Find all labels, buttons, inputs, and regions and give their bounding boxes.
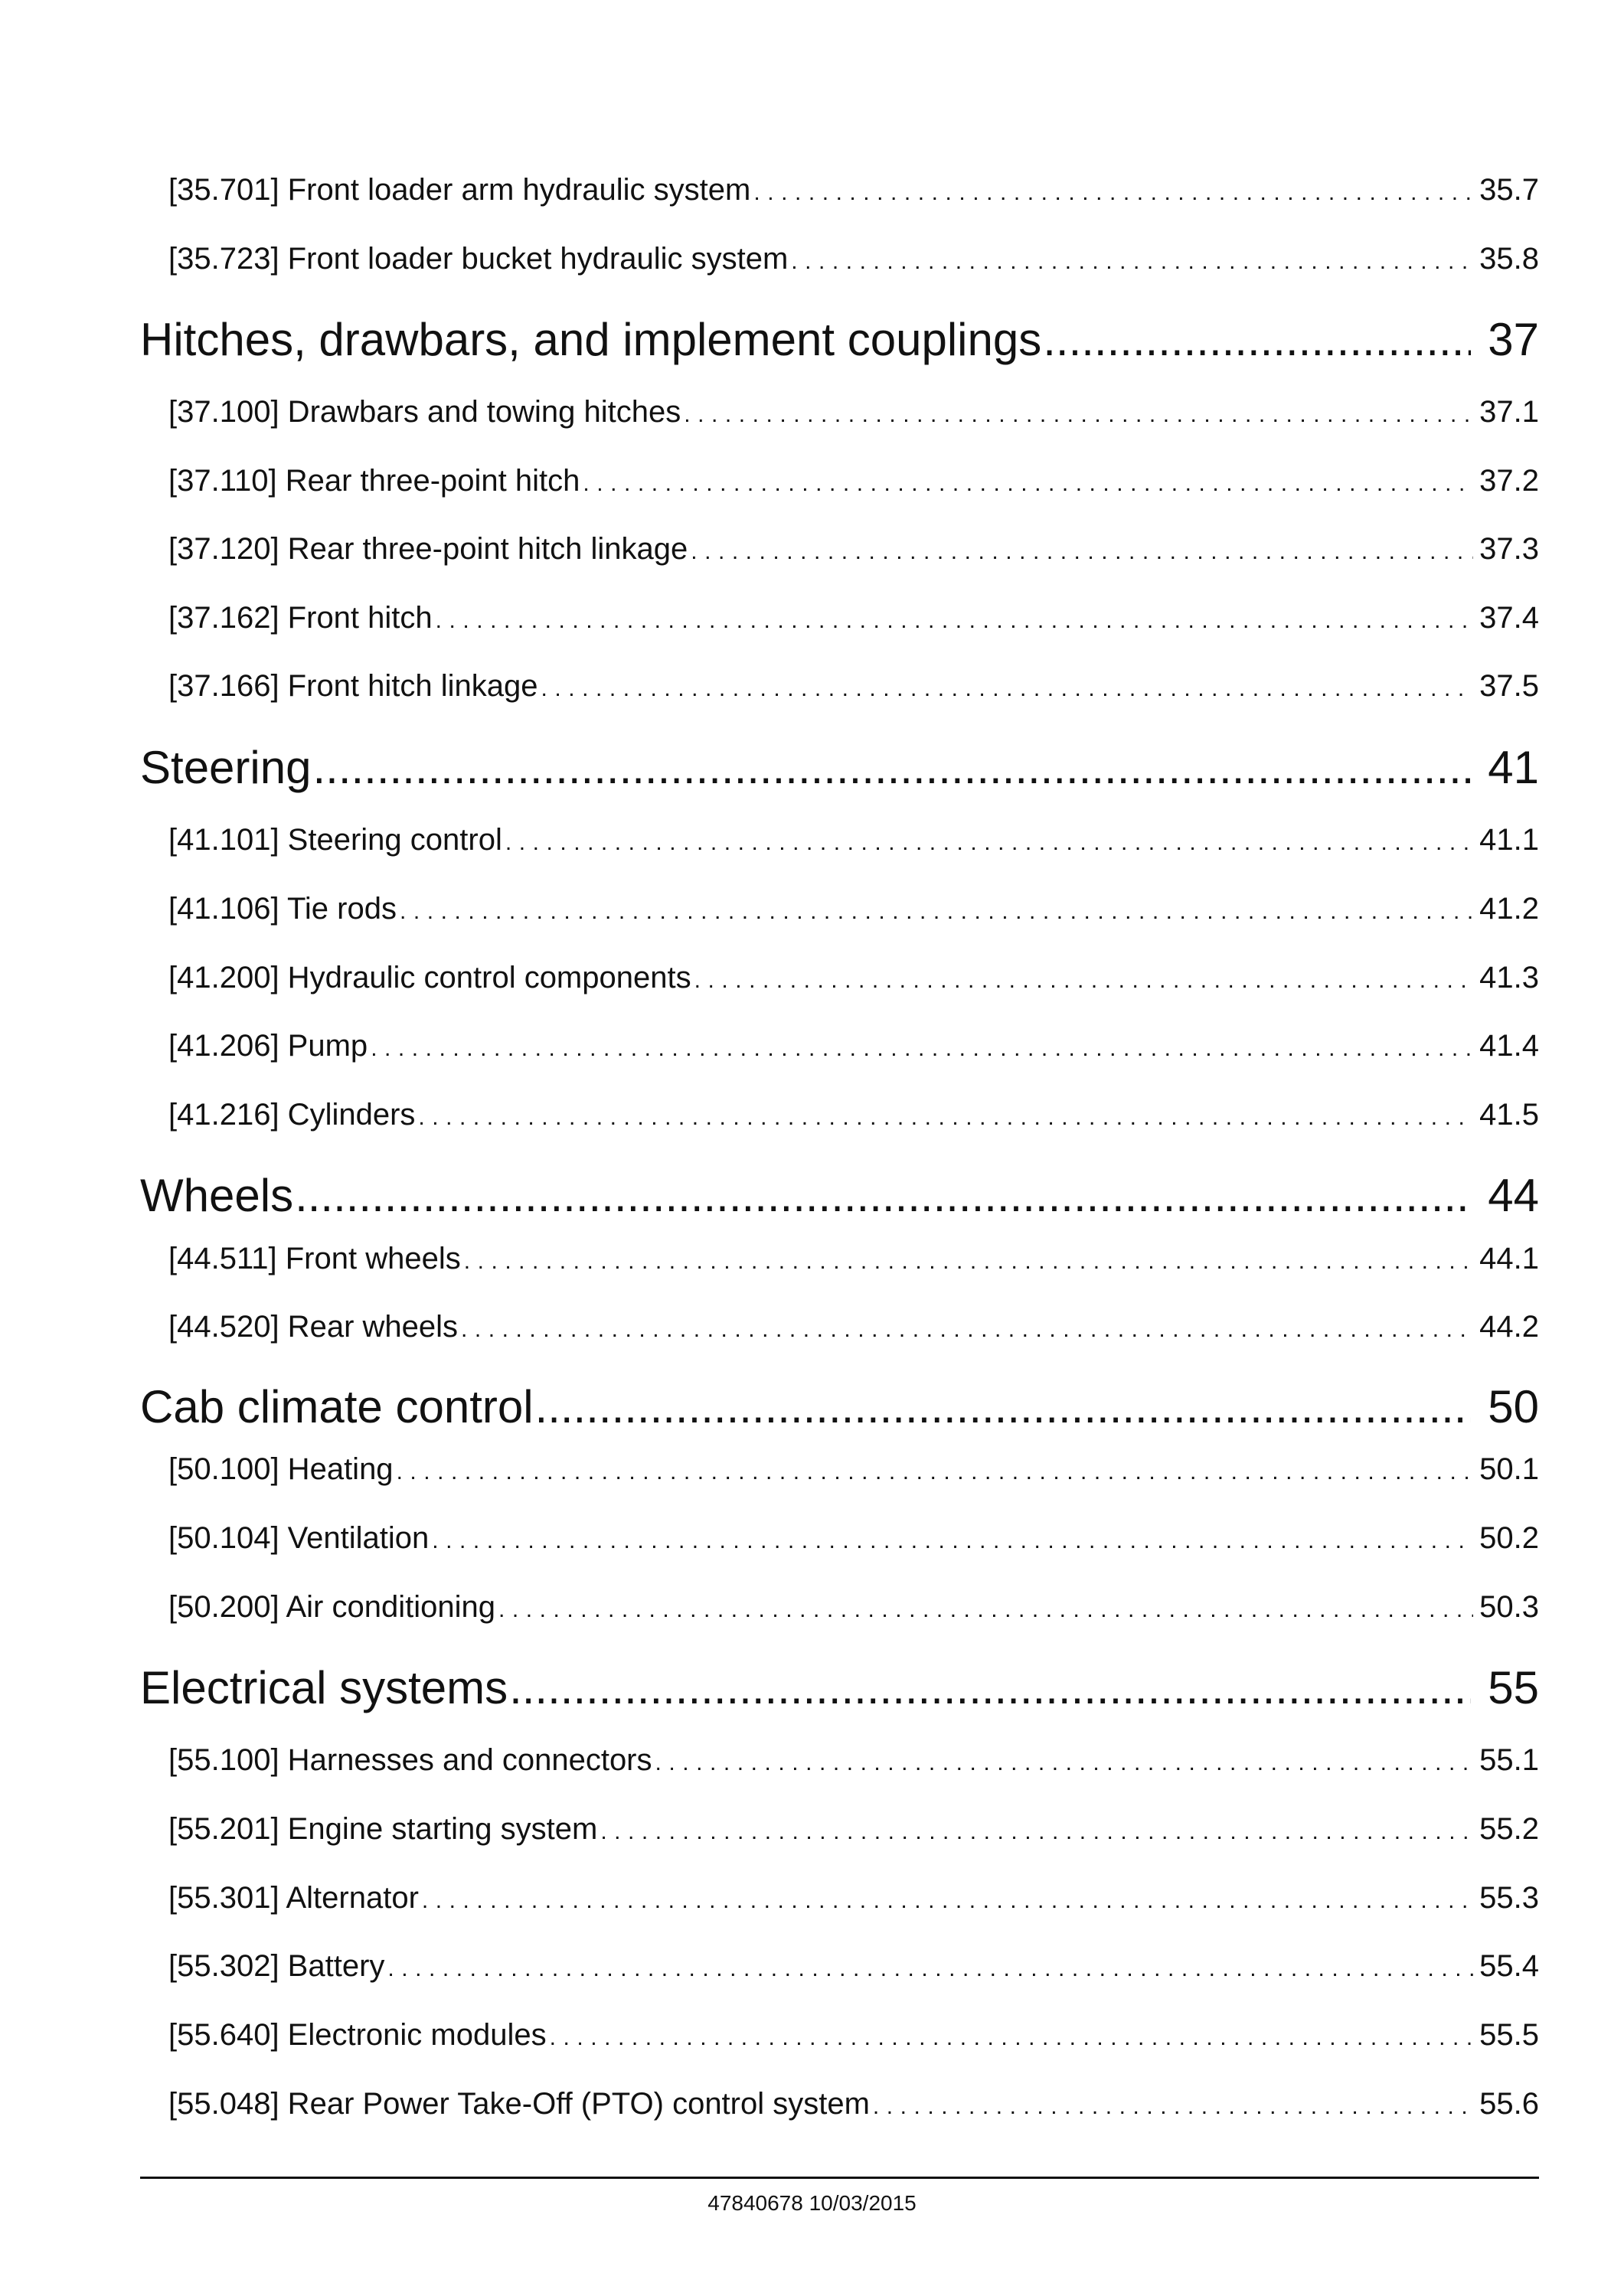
toc-entry[interactable] (168, 1029, 1539, 1063)
toc-page-number: 55.3 (1479, 1881, 1539, 1915)
toc-section-title: Wheels (140, 1170, 294, 1221)
toc-entry-title: [44.511] Front wheels (168, 1242, 461, 1275)
dot-leader (461, 1317, 1473, 1343)
toc-page-number: 50.3 (1479, 1590, 1539, 1624)
toc-entry[interactable] (168, 823, 1539, 857)
toc-page-number: 41 (1488, 742, 1539, 793)
toc-entry[interactable] (168, 1098, 1539, 1132)
toc-entry-title: [55.640] Electronic modules (168, 2018, 547, 2052)
dot-leader (312, 741, 1471, 794)
toc-page-number: 44.1 (1479, 1242, 1539, 1275)
toc-page-number: 50.1 (1479, 1452, 1539, 1486)
toc-page-number: 37.1 (1479, 395, 1539, 429)
toc-page-number: 50.2 (1479, 1521, 1539, 1555)
toc-entry-title: [50.200] Air conditioning (168, 1590, 495, 1624)
toc-page-number: 55.1 (1479, 1743, 1539, 1777)
dot-leader (432, 1528, 1473, 1554)
dot-leader (550, 2025, 1474, 2051)
toc-entry[interactable] (168, 1452, 1539, 1487)
toc-entry-title: [41.216] Cylinders (168, 1098, 416, 1132)
toc-entry-title: [50.100] Heating (168, 1452, 394, 1486)
toc-entry[interactable] (168, 2018, 1539, 2053)
dot-leader (600, 1819, 1473, 1845)
toc-entry[interactable] (168, 1881, 1539, 1916)
dot-leader (1043, 313, 1471, 366)
toc-entry[interactable] (168, 464, 1539, 498)
toc-entry-title: [44.520] Rear wheels (168, 1310, 459, 1344)
toc-entry[interactable] (168, 1521, 1539, 1556)
dot-leader (418, 1105, 1473, 1131)
dot-leader (873, 2094, 1473, 2120)
toc-entry-title: [35.701] Front loader arm hydraulic system (168, 173, 751, 207)
toc-entry[interactable] (168, 1743, 1539, 1778)
toc-section-title: Hitches, drawbars, and implement couplings (140, 314, 1042, 365)
toc-entry[interactable] (168, 1242, 1539, 1276)
toc-entry[interactable] (168, 1812, 1539, 1847)
toc-page-number: 41.3 (1479, 961, 1539, 994)
dot-leader (791, 249, 1473, 275)
footer-rule (140, 2177, 1539, 2179)
toc-page-number: 41.5 (1479, 1098, 1539, 1132)
toc-section-title: Steering (140, 742, 312, 793)
toc-entry-title: [37.162] Front hitch (168, 601, 433, 635)
toc-page-number: 41.1 (1479, 823, 1539, 857)
toc-page-number: 37.2 (1479, 464, 1539, 498)
toc-entry[interactable] (168, 242, 1539, 276)
toc-section-heading[interactable] (140, 1380, 1539, 1433)
toc-page-number: 35.8 (1479, 242, 1539, 276)
toc-section-heading[interactable] (140, 1169, 1539, 1222)
toc-entry-title: [55.302] Battery (168, 1949, 385, 1983)
dot-leader (583, 471, 1473, 497)
toc-entry-title: [55.048] Rear Power Take-Off (PTO) control system (168, 2087, 870, 2121)
toc-page-number: 37.4 (1479, 601, 1539, 635)
toc-entry-title: [37.120] Rear three-point hitch linkage (168, 532, 688, 566)
toc-entry-title: [50.104] Ventilation (168, 1521, 430, 1555)
dot-leader (694, 968, 1474, 994)
toc-page-number: 55.4 (1479, 1949, 1539, 1983)
toc-page-number: 55.5 (1479, 2018, 1539, 2052)
dot-leader (436, 608, 1473, 634)
toc-entry-title: [55.100] Harnesses and connectors (168, 1743, 652, 1777)
toc-page-number: 55 (1488, 1662, 1539, 1713)
toc-entry-title: [55.301] Alternator (168, 1881, 419, 1915)
toc-section-title: Cab climate control (140, 1381, 534, 1432)
toc-page-number: 37.5 (1479, 669, 1539, 703)
dot-leader (691, 539, 1473, 565)
toc-entry[interactable] (168, 1590, 1539, 1625)
toc-page-number: 55.2 (1479, 1812, 1539, 1846)
toc-entry-title: [55.201] Engine starting system (168, 1812, 598, 1846)
toc-entry[interactable] (168, 532, 1539, 567)
toc-entry[interactable] (168, 961, 1539, 995)
toc-entry-title: [37.100] Drawbars and towing hitches (168, 395, 681, 429)
toc-page-number: 50 (1488, 1381, 1539, 1432)
toc-entry-title: [37.166] Front hitch linkage (168, 669, 538, 703)
toc-entry-title: [35.723] Front loader bucket hydraulic system (168, 242, 789, 276)
dot-leader (498, 1597, 1473, 1623)
dot-leader (505, 830, 1473, 856)
dot-leader (387, 1956, 1473, 1982)
toc-entry-title: [41.101] Steering control (168, 823, 502, 857)
toc-entry[interactable] (168, 1949, 1539, 1984)
toc-page-number: 35.7 (1479, 173, 1539, 207)
toc-page-number: 37 (1488, 314, 1539, 365)
dot-leader (371, 1036, 1473, 1062)
dot-leader (400, 899, 1473, 925)
toc-page-number: 37.3 (1479, 532, 1539, 566)
footer-document-id: 47840678 10/03/2015 (707, 2191, 917, 2215)
toc-entry[interactable] (168, 601, 1539, 635)
toc-section-heading[interactable] (140, 741, 1539, 794)
toc-entry[interactable] (168, 395, 1539, 429)
toc-entry-title: [41.206] Pump (168, 1029, 368, 1063)
toc-entry-title: [41.200] Hydraulic control components (168, 961, 691, 994)
toc-entry[interactable] (168, 669, 1539, 704)
toc-page-number: 41.2 (1479, 892, 1539, 926)
dot-leader (684, 402, 1473, 428)
dot-leader (397, 1459, 1474, 1485)
toc-entry[interactable] (168, 892, 1539, 926)
toc-entry[interactable] (168, 2087, 1539, 2121)
dot-leader (509, 1661, 1471, 1714)
toc-section-title: Electrical systems (140, 1662, 508, 1713)
toc-page-number: 55.6 (1479, 2087, 1539, 2121)
toc-page-number: 44.2 (1479, 1310, 1539, 1344)
toc-entry[interactable] (168, 173, 1539, 207)
dot-leader (422, 1888, 1473, 1914)
dot-leader (295, 1169, 1471, 1222)
toc-section-heading[interactable] (140, 1661, 1539, 1714)
dot-leader (541, 676, 1474, 702)
toc-page-number: 44 (1488, 1170, 1539, 1221)
toc-page-number: 41.4 (1479, 1029, 1539, 1063)
toc-entry[interactable] (168, 1310, 1539, 1344)
toc-entry-title: [41.106] Tie rods (168, 892, 397, 926)
toc-entry-title: [37.110] Rear three-point hitch (168, 464, 580, 498)
dot-leader (535, 1380, 1472, 1433)
dot-leader (655, 1750, 1474, 1776)
dot-leader (753, 180, 1473, 206)
dot-leader (464, 1249, 1473, 1275)
toc-section-heading[interactable] (140, 313, 1539, 366)
